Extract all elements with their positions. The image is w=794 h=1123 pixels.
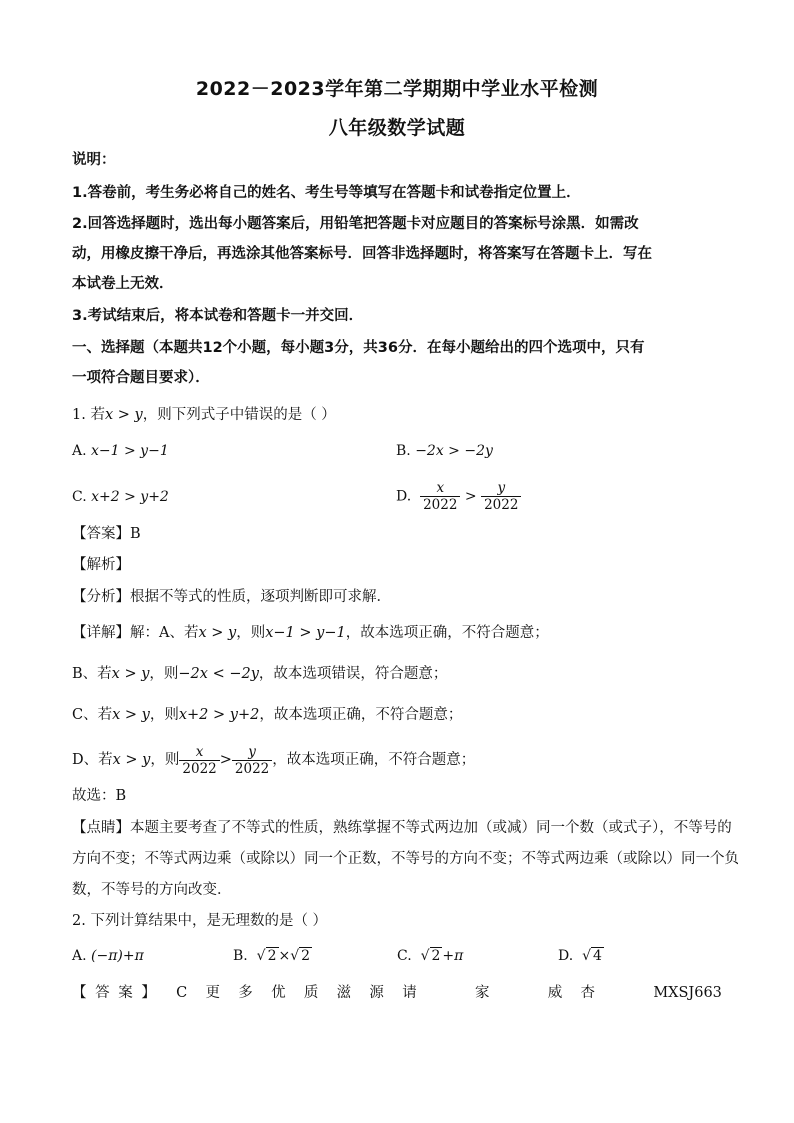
q1-detail-d-fraction-2: [232, 744, 272, 777]
q2-option-c-tail: +π: [442, 948, 464, 964]
q2-option-b-sqrt-1: [257, 945, 279, 967]
q1-stem-condition: x > y: [104, 407, 143, 423]
sqrt-radical-icon: √: [256, 948, 266, 964]
q2-option-a: [72, 945, 144, 967]
q1-option-d-den2: 2022: [484, 497, 519, 513]
q2-option-a-label: A.: [72, 948, 87, 964]
q1-option-b: [396, 440, 493, 462]
q2-answer-char-4: 质: [303, 985, 319, 1001]
q1-option-d-num1: x: [420, 480, 460, 497]
q1-dianjing-tag: 【点睛】: [72, 820, 130, 836]
q2-option-b-label: B.: [233, 948, 248, 964]
q1-detail-d-fraction-1: [179, 744, 219, 777]
q1-detail-c-expr: x+2 > y+2: [178, 707, 260, 723]
q2-answer-char-5: 滋: [336, 985, 352, 1001]
q1-detail-d-den1: 2022: [182, 760, 217, 777]
q1-option-c-expr: x+2 > y+2: [91, 489, 169, 505]
q2-option-a-expr: (−π)+π: [91, 948, 144, 964]
q1-option-d-label: D.: [396, 488, 412, 505]
q1-detail-d-then: ，则: [150, 752, 180, 768]
q1-choice: 故选：B: [72, 788, 127, 804]
q2-stem: 2. 下列计算结果中，是无理数的是（ ）: [72, 913, 328, 929]
q1-detail-c-prefix: C、若: [72, 707, 113, 723]
instructions-label: 说明：: [72, 152, 116, 168]
q1-fenxi: [72, 587, 722, 607]
q1-detail-b-cond: x > y: [111, 666, 150, 682]
q2-answer-char-2: 多: [238, 985, 253, 1001]
exam-title: 2022－2023学年第二学期期中学业水平检测: [195, 78, 599, 100]
watermark: MXSJ663: [653, 985, 722, 1001]
q1-detail-b-then: ，则: [149, 666, 179, 682]
q1-option-d-den1: 2022: [423, 497, 458, 513]
q2-option-b-op: ×: [278, 948, 291, 964]
q1-option-a-expr: x−1 > y−1: [91, 443, 169, 459]
q1-stem-suffix: ，则下列式子中错误的是（ ）: [142, 407, 336, 423]
q2-option-b-radicand-2: 2: [301, 948, 311, 964]
q1-dianjing-line3: 数，不等号的方向改变．: [72, 882, 232, 898]
q1-detail-c-then: ，则: [149, 707, 179, 723]
q2-option-c-radicand: 2: [431, 948, 441, 964]
q1-detail-d-num1: x: [179, 744, 219, 761]
q2-answer-char-10: 杏: [580, 985, 596, 1001]
q1-answer-value: B: [130, 526, 141, 542]
q2-option-d: [558, 945, 604, 967]
q2-option-b-sqrt-2: [290, 945, 312, 967]
q2-option-c-label: C.: [397, 948, 412, 964]
q2-answer-char-6: 源: [369, 985, 384, 1001]
q2-answer-char-8: 家: [474, 985, 490, 1001]
instruction-2-line1: 2.回答选择题时，选出每小题答案后，用铅笔把答题卡对应题目的答案标号涂黑．如需改: [72, 216, 639, 232]
q1-stem: [72, 405, 722, 425]
q1-detail-b-expr: −2x < −2y: [178, 666, 259, 682]
q1-detail-b-suffix: ，故本选项错误，符合题意；: [258, 666, 448, 682]
q1-detail-a-expr: x−1 > y−1: [265, 625, 346, 641]
q1-detail-a: [72, 623, 722, 643]
q1-detail-d-rel: >: [219, 752, 232, 768]
q2-option-c-sqrt: [421, 945, 443, 967]
q1-option-c: [72, 486, 169, 508]
q1-detail-d: [72, 742, 722, 778]
q1-detail-a-then: ，则: [236, 625, 266, 641]
q2-answer-char-1: 更: [205, 985, 220, 1001]
q1-detail-d-den2: 2022: [234, 760, 270, 777]
q2-option-d-label: D.: [558, 948, 574, 964]
q1-detail-a-prefix: 解：A、若: [130, 625, 199, 641]
q2-answer-char-7: 请: [402, 985, 417, 1001]
q2-option-b-radicand-1: 2: [267, 948, 277, 964]
q2-option-c: [397, 945, 463, 967]
q1-answer: [72, 524, 722, 544]
q1-detail-d-cond: x > y: [112, 752, 151, 768]
q2-answer-tag: 【 答 案 】: [72, 985, 158, 1001]
section-heading-line2: 一项符合题目要求）．: [72, 370, 210, 386]
sqrt-radical-icon: √: [582, 948, 592, 964]
q2-answer-char-0: C: [176, 985, 188, 1001]
q2-answer-char-3: 优: [271, 985, 286, 1001]
instruction-1: 1.答卷前，考生务必将自己的姓名、考生号等填写在答题卡和试卷指定位置上．: [72, 185, 581, 201]
q1-stem-prefix: 1. 若: [72, 407, 105, 423]
q1-fenxi-tag: 【分析】: [72, 589, 130, 605]
q1-option-d-fraction-2: [481, 480, 521, 513]
instruction-2-line2: 动，用橡皮擦干净后，再选涂其他答案标号．回答非选择题时，将答案写在答题卡上．写在: [72, 246, 652, 262]
instruction-2-line3: 本试卷上无效．: [72, 276, 174, 292]
q1-detail-c: [72, 705, 722, 725]
q1-option-a: [72, 440, 169, 462]
q2-option-d-radicand: 4: [593, 948, 602, 964]
q1-option-c-label: C.: [72, 489, 87, 505]
q2-answer-row: [72, 983, 722, 1003]
q1-option-b-expr: −2x > −2y: [415, 443, 493, 459]
q2-answer-char-9: 威: [547, 985, 563, 1001]
q1-detail-a-suffix: ，故本选项正确，不符合题意；: [345, 625, 549, 641]
q1-detail-b-prefix: B、若: [72, 666, 112, 682]
q1-detail-d-prefix: D、若: [72, 752, 113, 768]
sqrt-radical-icon: √: [420, 948, 430, 964]
q1-dianjing-line1: [72, 818, 732, 838]
sqrt-radical-icon: √: [290, 948, 300, 964]
q2-option-b: [233, 945, 312, 967]
q1-detail-d-num2: y: [232, 744, 272, 761]
q1-analysis-tag: 【解析】: [72, 557, 130, 573]
q1-detail-d-suffix: ，故本选项正确，不符合题意；: [272, 752, 476, 768]
q1-dianjing-text1: 本题主要考查了不等式的性质，熟练掌握不等式两边加（或减）同一个数（或式子），不等号的: [130, 820, 732, 836]
q1-detail-c-cond: x > y: [112, 707, 150, 723]
q1-detail-a-cond: x > y: [198, 625, 237, 641]
q1-option-d: [396, 480, 521, 513]
section-heading-line1: 一、选择题（本题共12个小题，每小题3分，共36分．在每小题给出的四个选项中，只有: [72, 340, 645, 356]
q1-option-a-label: A.: [72, 443, 87, 459]
q1-option-d-fraction-1: [420, 480, 460, 513]
q1-dianjing-line2: 方向不变；不等式两边乘（或除以）同一个正数，不等号的方向不变；不等式两边乘（或除以）同一个负: [72, 851, 739, 867]
q1-option-b-label: B.: [396, 443, 411, 459]
q2-option-d-sqrt: [582, 945, 604, 967]
q1-detail-tag: 【详解】: [72, 625, 130, 641]
q1-option-d-num2: y: [481, 480, 521, 497]
instruction-3: 3.考试结束后，将本试卷和答题卡一并交回．: [72, 308, 364, 324]
q1-detail-b: [72, 664, 722, 684]
q1-fenxi-text: 根据不等式的性质，逐项判断即可求解．: [130, 589, 391, 605]
q1-detail-c-suffix: ，故本选项正确，不符合题意；: [259, 707, 463, 723]
q1-answer-tag: 【答案】: [72, 526, 130, 542]
exam-subtitle: 八年级数学试题: [328, 117, 466, 139]
q1-option-d-rel: >: [464, 488, 477, 505]
